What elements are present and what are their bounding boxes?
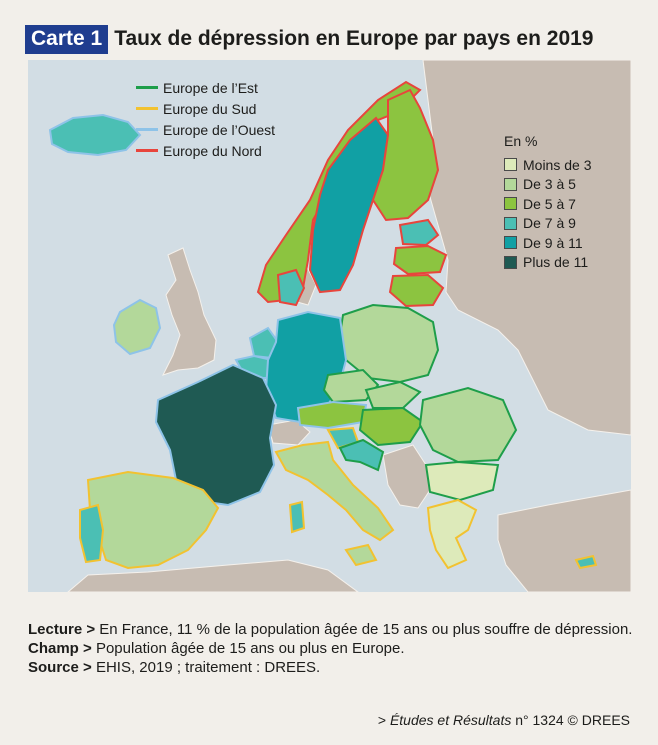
note-lecture [28, 620, 638, 639]
legend-class-label: De 3 à 5 [523, 176, 576, 193]
legend-region-item [136, 98, 275, 119]
country-turkey [498, 490, 631, 592]
country-latvia [394, 246, 446, 274]
country-sardinia [290, 502, 304, 532]
note-label: Lecture > [28, 621, 96, 638]
legend-region-label: Europe de l’Est [163, 79, 258, 96]
legend-swatch-line [136, 128, 158, 131]
legend-swatch-line [136, 149, 158, 152]
legend-swatch-line [136, 86, 158, 89]
legend-region-label: Europe du Nord [163, 142, 262, 159]
country-austria [298, 402, 366, 428]
legend-classes [504, 133, 591, 272]
legend-unit: En % [504, 133, 538, 149]
note-text: Population âgée de 15 ans ou plus en Europe. [95, 640, 405, 657]
legend-class-item [504, 214, 591, 234]
credit-prefix: > [377, 712, 390, 728]
legend-swatch-box [504, 197, 517, 210]
legend-region-item [136, 119, 275, 140]
legend-regions [136, 77, 275, 161]
map-title: Taux de dépression en Europe par pays en 2019 [114, 27, 594, 50]
legend-class-item [504, 194, 591, 214]
country-portugal [80, 505, 103, 562]
credit-number: n° 1324 © DREES [511, 712, 630, 728]
country-sicily [346, 545, 376, 565]
legend-class-item [504, 175, 591, 195]
credit-line [378, 712, 630, 728]
legend-class-item [504, 233, 591, 253]
legend-region-item [136, 140, 275, 161]
map-panel [28, 60, 631, 592]
note-source [28, 658, 638, 677]
note-label: Source > [28, 659, 92, 676]
map-badge: Carte 1 [25, 25, 108, 54]
country-bulgaria [426, 462, 498, 500]
country-hungary [360, 408, 423, 445]
legend-class-label: Moins de 3 [523, 156, 592, 173]
note-text: En France, 11 % de la population âgée de 15 ans ou plus souffre de dépression. [99, 621, 633, 638]
country-iceland [50, 115, 140, 155]
country-greece [428, 500, 476, 568]
note-text: EHIS, 2019 ; traitement : DREES. [95, 659, 321, 676]
legend-class-label: De 9 à 11 [523, 234, 583, 251]
note-label: Champ > [28, 640, 92, 657]
legend-swatch-box [504, 217, 517, 230]
country-estonia [400, 220, 438, 245]
legend-class-label: De 5 à 7 [523, 195, 576, 212]
country-ireland [114, 300, 160, 354]
legend-swatch-box [504, 158, 517, 171]
legend-swatch-box [504, 178, 517, 191]
legend-swatch-box [504, 256, 517, 269]
country-north-africa [68, 560, 358, 592]
credit-publication: Études et Résultats [389, 712, 512, 728]
legend-region-label: Europe du Sud [163, 100, 257, 117]
legend-class-label: De 7 à 9 [523, 215, 576, 232]
legend-class-item [504, 155, 591, 175]
country-romania [420, 388, 516, 462]
legend-region-item [136, 77, 275, 98]
legend-class-label: Plus de 11 [523, 254, 589, 271]
header [25, 24, 594, 54]
legend-swatch-line [136, 107, 158, 110]
country-uk [163, 248, 216, 375]
country-lithuania [390, 275, 443, 306]
legend-swatch-box [504, 236, 517, 249]
legend-class-item [504, 253, 591, 273]
country-balkans-noncovered [383, 445, 430, 508]
legend-region-label: Europe de l’Ouest [163, 121, 276, 138]
note-champ [28, 639, 638, 658]
map-notes [28, 620, 638, 677]
